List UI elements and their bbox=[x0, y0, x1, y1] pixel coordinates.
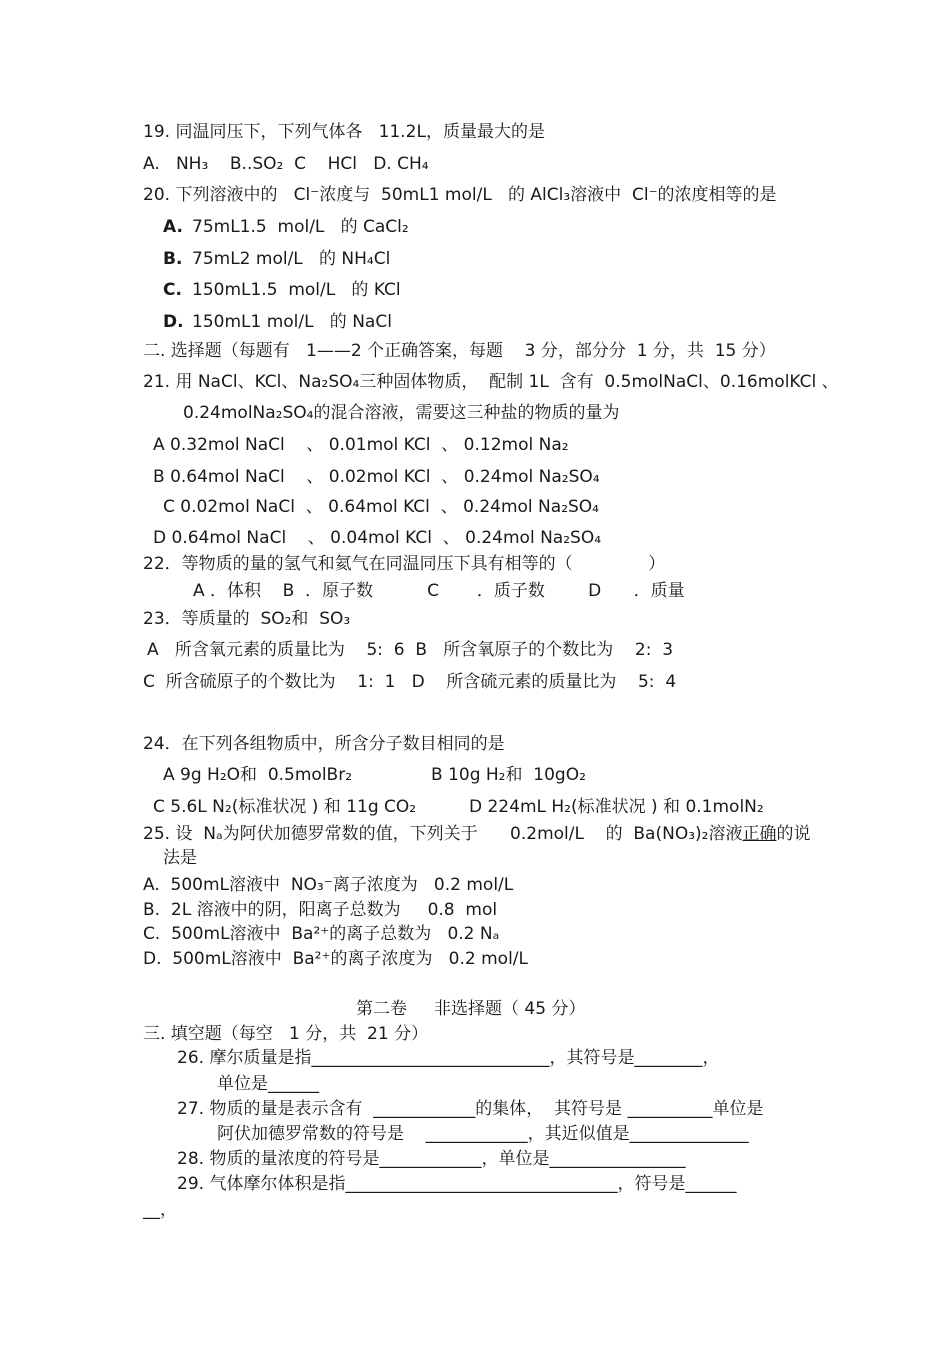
question-29: 29. 气体摩尔体积是指________________________________，符号是______ bbox=[177, 1174, 737, 1194]
section-3-heading: 三. 填空题（每空 1 分，共 21 分） bbox=[143, 1024, 429, 1044]
option-d-key: D. bbox=[163, 312, 184, 332]
question-19-options: A. NH₃ B..SO₂ C HCl D. CH₄ bbox=[143, 154, 429, 174]
question-26-cont: 单位是______ bbox=[217, 1074, 319, 1094]
question-24-option-d: D 224mL H₂(标准状况 ) 和 0.1molN₂ bbox=[469, 797, 764, 817]
volume-2-heading: 第二卷 非选择题（ 45 分） bbox=[356, 999, 586, 1019]
option-c-key: C. bbox=[163, 280, 182, 300]
option-b: 75mL2 mol/L 的 NH₄Cl bbox=[192, 249, 391, 269]
question-23-options-cd: C 所含硫原子的个数比为 1: 1 D 所含硫元素的质量比为 5: 4 bbox=[143, 672, 677, 692]
question-21-option-a: A 0.32mol NaCl 、 0.01mol KCl 、 0.12mol Na₂ bbox=[153, 435, 569, 455]
question-25-underlined: 正确 bbox=[742, 824, 777, 844]
question-25-option-a: A. 500mL溶液中 NO₃⁻离子浓度为 0.2 mol/L bbox=[143, 875, 514, 895]
question-25-option-b: B. 2L 溶液中的阴，阳离子总数为 0.8 mol bbox=[143, 900, 498, 920]
question-19: 19. 同温同压下，下列气体各 11.2L，质量最大的是 bbox=[143, 122, 545, 142]
section-2-heading: 二. 选择题（每题有 1——2 个正确答案，每题 3 分，部分分 1 分，共 15 分） bbox=[143, 341, 776, 361]
option-c: 150mL1.5 mol/L 的 KCl bbox=[192, 280, 401, 300]
question-21-cont: 0.24molNa₂SO₄的混合溶液，需要这三种盐的物质的量为 bbox=[183, 403, 620, 423]
question-21-option-b: B 0.64mol NaCl 、 0.02mol KCl 、 0.24mol Na₂SO₄ bbox=[153, 467, 600, 487]
question-22: 22．等物质的量的氢气和氦气在同温同压下具有相等的（ ） bbox=[143, 554, 666, 574]
question-23-options-ab: A 所含氧元素的质量比为 5: 6 B 所含氧原子的个数比为 2: 3 bbox=[147, 640, 674, 660]
option-a-key: A. bbox=[163, 217, 183, 237]
option-a: 75mL1.5 mol/L 的 CaCl₂ bbox=[192, 217, 409, 237]
question-22-options: A ．体积 B ．原子数 C ．质子数 D ．质量 bbox=[193, 581, 685, 601]
question-21: 21. 用 NaCl、KCl、Na₂SO₄三种固体物质， 配制 1L 含有 0.5molNaCl、0.16molKCl 、 bbox=[143, 372, 839, 392]
question-29-cont: __， bbox=[143, 1200, 177, 1220]
question-25-option-d: D. 500mL溶液中 Ba²⁺的离子浓度为 0.2 mol/L bbox=[143, 949, 528, 969]
option-b-key: B. bbox=[163, 249, 183, 269]
question-26: 26. 摩尔质量是指____________________________，其符号是________， bbox=[177, 1048, 720, 1068]
question-25-option-c: C. 500mL溶液中 Ba²⁺的离子总数为 0.2 Nₐ bbox=[143, 924, 500, 944]
question-23: 23．等质量的 SO₂和 SO₃ bbox=[143, 609, 351, 629]
question-24-option-b: B 10g H₂和 10gO₂ bbox=[431, 765, 586, 785]
question-25 bbox=[143, 823, 810, 845]
question-21-option-c: C 0.02mol NaCl 、 0.64mol KCl 、 0.24mol Na₂SO₄ bbox=[163, 497, 599, 517]
option-d: 150mL1 mol/L 的 NaCl bbox=[192, 312, 392, 332]
question-25-text-end: 的说 bbox=[776, 824, 811, 844]
question-20: 20. 下列溶液中的 Cl⁻浓度与 50mL1 mol/L 的 AlCl₃溶液中 Cl⁻的浓度相等的是 bbox=[143, 185, 777, 205]
question-24-option-a: A 9g H₂O和 0.5molBr₂ bbox=[163, 765, 353, 785]
question-27-cont: 阿伏加德罗常数的符号是 ____________，其近似值是______________ bbox=[217, 1124, 749, 1144]
question-27: 27. 物质的量是表示含有 ____________的集体， 其符号是 __________单位是 bbox=[177, 1099, 764, 1119]
question-25-text: 25. 设 Nₐ为阿伏加德罗常数的值，下列关于 0.2mol/L 的 Ba(NO₃)₂溶液 bbox=[143, 824, 743, 844]
question-24-option-c: C 5.6L N₂(标准状况 ) 和 11g CO₂ bbox=[153, 797, 417, 817]
question-24: 24．在下列各组物质中，所含分子数目相同的是 bbox=[143, 734, 505, 754]
question-21-option-d: D 0.64mol NaCl 、 0.04mol KCl 、 0.24mol Na₂SO₄ bbox=[153, 528, 602, 548]
question-28: 28. 物质的量浓度的符号是____________，单位是________________ bbox=[177, 1149, 686, 1169]
question-25-cont: 法是 bbox=[163, 848, 197, 868]
